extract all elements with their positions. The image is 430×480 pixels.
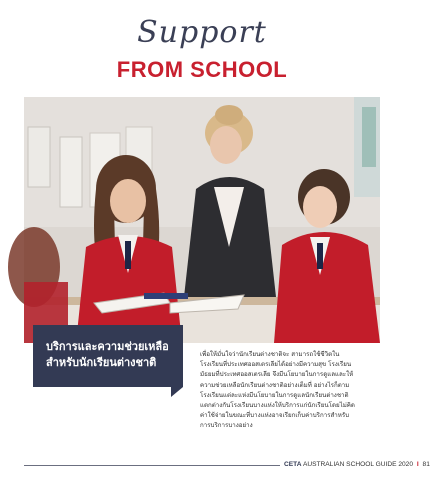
body-line: โรงเรียนแต่ละแห่งมีนโยบายในการดูแลนักเรียนต่างชาติ xyxy=(200,391,349,399)
classroom-photo xyxy=(24,97,380,343)
body-line: แตกต่างกันโรงเรียนบางแห่งให้บริการแก่นักเรียนโดยไม่คิด xyxy=(200,402,355,410)
footer-guide-title: AUSTRALIAN SCHOOL GUIDE 2020 xyxy=(302,461,413,468)
body-line: โรงเรียนที่ประเทศออสเตรเลียได้อย่างมีความสุข โรงเรียน xyxy=(200,361,352,369)
header-script-title: Support xyxy=(137,15,267,50)
body-line: ค่าใช้จ่ายในขณะที่บางแห่งอาจเรียกเก็บค่าบริการสำหรับ xyxy=(200,412,350,420)
footer-rule xyxy=(24,465,280,466)
caption-box xyxy=(33,325,183,387)
body-line: ความช่วยเหลือนักเรียนต่างชาติอย่างเต็มที่ อย่างไรก็ตาม xyxy=(200,381,350,389)
header-main-title: FROM SCHOOL xyxy=(116,57,288,82)
footer-brand: CETA xyxy=(284,461,302,468)
body-paragraph xyxy=(200,350,380,432)
footer xyxy=(284,460,430,470)
body-line: เพื่อให้มั่นใจว่านักเรียนต่างชาติจะ สามารถใช้ชีวิตใน xyxy=(200,351,340,358)
caption-line-2: สำหรับนักเรียนต่างชาติ xyxy=(46,356,157,369)
footer-separator: I xyxy=(416,461,419,468)
caption-line-1: บริการและความช่วยเหลือ xyxy=(46,340,169,353)
caption-box-tail xyxy=(171,387,183,397)
body-line: การบริการบางอย่าง xyxy=(200,422,253,430)
classroom-photo-illustration xyxy=(24,97,380,343)
page-number: 81 xyxy=(422,461,430,468)
body-line: มัธยมที่ประเทศออสเตรเลีย จึงมีนโยบายในการดูแลและให้ xyxy=(200,371,354,379)
